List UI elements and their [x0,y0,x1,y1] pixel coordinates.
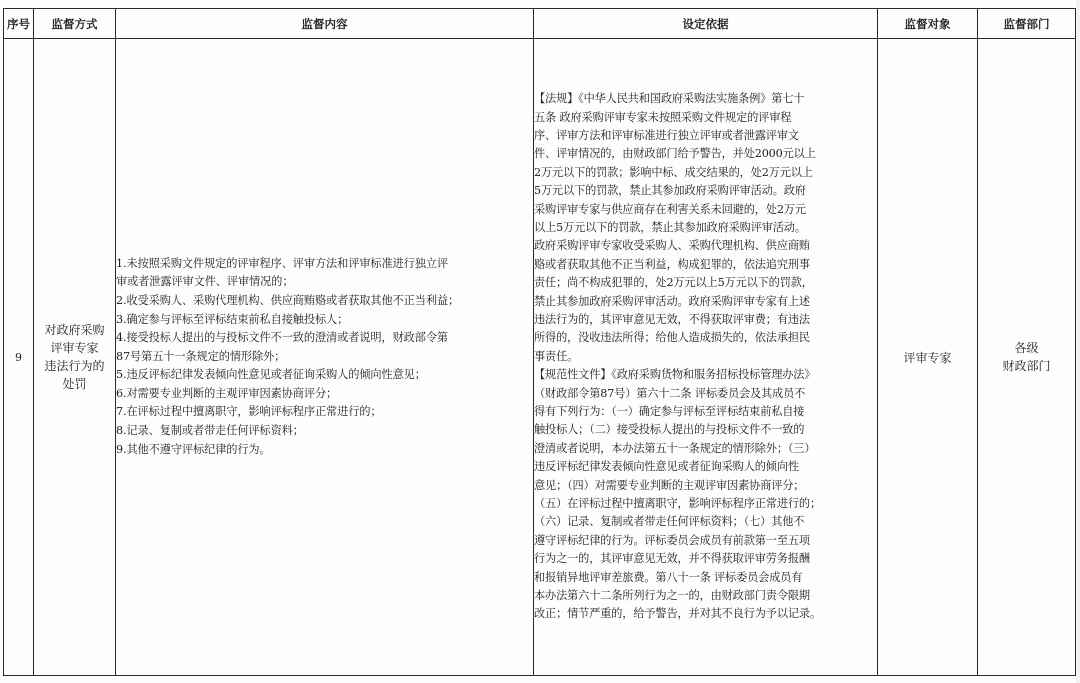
cell-content [116,39,534,676]
basis-line: 序、评审方法和评审标准进行独立评审或者泄露评审文 [534,128,799,142]
basis-line: 改正；情节严重的，给予警告，并对其不良行为予以记录。 [534,607,821,621]
content-line: 9.其他不遵守评标纪律的行为。 [116,442,271,456]
basis-line: （六）记录、复制或者带走任何评标资料；（七）其他不 [534,515,805,529]
content-line: 87号第五十一条规定的情形除外； [116,349,286,363]
method-line: 违法行为的 [44,359,105,373]
method-line: 对政府采购 [44,323,105,337]
basis-line: 意见；（四）对需要专业判断的主观评审因素协商评分； [534,478,805,492]
basis-line: 【规范性文件】《政府采购货物和服务招标投标管理办法》 [534,368,816,382]
basis-line: 遵守评标纪律的行为。评标委员会成员有前款第一至五项 [534,533,810,547]
content-line: 审或者泄露评审文件、评审情况的； [116,275,294,289]
basis-line: 责任；尚不构成犯罪的，处2万元以上5万元以下的罚款， [534,276,813,290]
table-row [4,39,1076,676]
cell-dept [978,39,1076,676]
cell-seq: 9 [4,39,34,676]
content-line: 1.未按照采购文件规定的评审程序、评审方法和评审标准进行独立评 [116,256,449,270]
basis-line: 【法规】《中华人民共和国政府采购法实施条例》第七十 [534,92,805,106]
basis-line: 赂或者获取其他不正当利益，构成犯罪的，依法追究刑事 [534,257,810,271]
basis-line: 违法行为的，其评审意见无效，不得获取评审费；有违法 [534,312,810,326]
table-header-row [4,9,1076,39]
basis-line: 所得的，没收违法所得；给他人造成损失的，依法承担民 [534,331,810,345]
basis-line: 触投标人；（二）接受投标人提出的与投标文件不一致的 [534,423,805,437]
content-line: 2.收受采购人、采购代理机构、供应商贿赂或者获取其他不正当利益； [116,293,460,307]
basis-line: 得有下列行为：（一）确定参与评标至评标结束前私自接 [534,405,805,419]
basis-line: 以上5万元以下的罚款，禁止其参加政府采购评审活动。 [534,220,806,234]
basis-line: 五条 政府采购评审专家未按照采购文件规定的评审程 [534,110,792,124]
basis-line: 件、评审情况的，由财政部门给予警告，并处2000元以上 [534,147,816,161]
basis-line: 违反评标纪律发表倾向性意见或者征询采购人的倾向性 [534,460,799,474]
header-content: 监督内容 [116,9,534,39]
cell-target: 评审专家 [878,39,978,676]
cell-method [34,39,116,676]
basis-line: 2万元以下的罚款；影响中标、成交结果的，处2万元以上 [534,165,813,179]
content-line: 3.确定参与评标至评标结束前私自接触投标人； [116,312,349,326]
basis-line: 和报销异地评审差旅费。第八十一条 评标委员会成员有 [534,570,803,584]
scan-edge [1076,0,1080,683]
basis-line: 采购评审专家与供应商存在利害关系未回避的，处2万元 [534,202,806,216]
header-target: 监督对象 [878,9,978,39]
supervision-table [3,8,1076,676]
basis-line: 本办法第六十二条所列行为之一的，由财政部门责令限期 [534,589,810,603]
header-method: 监督方式 [34,9,116,39]
basis-line: 5万元以下的罚款，禁止其参加政府采购评审活动。政府 [534,184,806,198]
content-line: 5.违反评标纪律发表倾向性意见或者征询采购人的倾向性意见； [116,368,426,382]
basis-line: 事责任。 [534,349,579,363]
content-line: 7.在评标过程中擅离职守，影响评标程序正常进行的； [116,405,382,419]
header-basis: 设定依据 [534,9,878,39]
basis-line: （五）在评标过程中擅离职守，影响评标程序正常进行的； [534,497,821,511]
basis-line: 澄清或者说明，本办法第五十一条规定的情形除外；（三） [534,441,816,455]
content-line: 4.接受投标人提出的与投标文件不一致的澄清或者说明，财政部令第 [116,331,449,345]
method-line: 处罚 [62,377,87,391]
basis-line: 禁止其参加政府采购评审活动。政府采购评审专家有上述 [534,294,810,308]
basis-line: 行为之一的，其评审意见无效，并不得获取评审劳务报酬 [534,552,810,566]
header-dept: 监督部门 [978,9,1076,39]
content-line: 6.对需要专业判断的主观评审因素协商评分； [116,386,338,400]
header-seq: 序号 [4,9,34,39]
dept-line: 各级 [1014,341,1039,355]
content-line: 8.记录、复制或者带走任何评标资料； [116,424,304,438]
dept-line: 财政部门 [1002,359,1051,373]
basis-line: （财政部令第87号）第六十二条 评标委员会及其成员不 [534,386,806,400]
cell-basis [534,39,878,676]
method-line: 评审专家 [50,341,99,355]
basis-line: 政府采购评审专家收受采购人、采购代理机构、供应商贿 [534,239,810,253]
